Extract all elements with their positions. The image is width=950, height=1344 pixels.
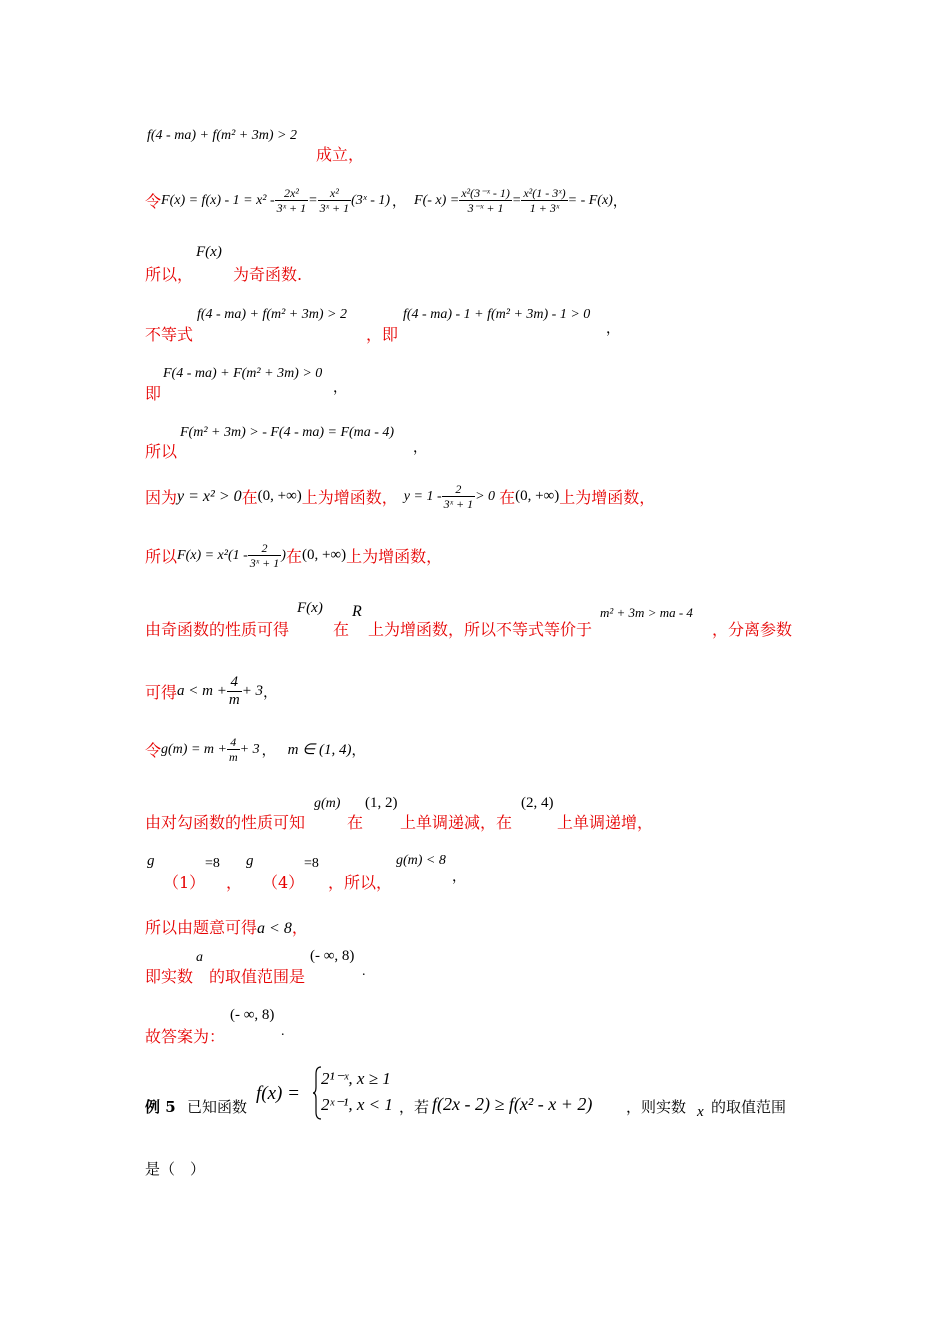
math: y = x² > 0 [177, 487, 242, 505]
math: a < m + [177, 683, 227, 699]
math: = - F(x) [567, 192, 613, 208]
math: f(x) = [256, 1083, 300, 1104]
text: 所以 [145, 547, 178, 566]
text: ，分离参数 [712, 620, 793, 639]
math: a [196, 950, 203, 965]
text: （1） [163, 873, 206, 892]
fraction: $\frac{2}{\text{3ˣ + 1}}$ [249, 541, 280, 570]
punct: ， [606, 322, 620, 337]
math: + 3 [239, 741, 260, 757]
math: > 0 [475, 488, 496, 504]
text: ， [226, 873, 243, 892]
math: F(x) [196, 244, 222, 260]
math-inequality: f(4 - ma) + f(m² + 3m) > 2 [147, 128, 297, 143]
math: g(m) = m + [161, 741, 227, 757]
text: 可得 [145, 683, 178, 702]
text: 因为 [145, 488, 178, 507]
math: a < 8 [257, 920, 292, 937]
math: x [697, 1104, 704, 1120]
punct: ， [413, 441, 427, 456]
interval: (1, 2) [365, 795, 398, 811]
fraction: $\frac{\text{x²(3⁻ˣ - 1)}}{\text{3⁻ˣ + 1}}$ [461, 186, 510, 215]
math: m ∈ (1, 4) [287, 742, 352, 758]
math: ) [281, 547, 286, 563]
punct: . [362, 964, 366, 979]
math: F(x) = x²(1 - [177, 547, 248, 563]
example-label: 例 5 [145, 1098, 176, 1116]
math: g(m) [314, 796, 341, 811]
text: 在 [241, 488, 258, 507]
text: 所以 [145, 442, 178, 461]
piecewise-case: 2¹⁻ˣ, x ≥ 1 [321, 1069, 391, 1088]
text: 上为增函数，所以不等式等价于 [368, 620, 593, 639]
monotonic-line [145, 482, 655, 511]
math: F(x) [297, 600, 323, 616]
text: ，则实数 [626, 1098, 687, 1116]
punct: ， [612, 194, 627, 210]
math: =8 [304, 856, 319, 871]
math: F(x) = f(x) - 1 = x² - [161, 192, 275, 208]
fraction: $\frac{\text{x²}}{\text{3ˣ + 1}}$ [319, 186, 350, 215]
fraction: $\frac{4}{m}$ [228, 735, 238, 764]
math: F(m² + 3m) > - F(4 - ma) = F(ma - 4) [180, 425, 395, 440]
punct: ， [261, 743, 276, 759]
punct: ， [452, 870, 466, 885]
punct: ， [333, 381, 347, 396]
math: (3ˣ - 1) [351, 192, 391, 208]
math: F(4 - ma) + F(m² + 3m) > 0 [163, 366, 323, 381]
text: 上为增函数， [559, 488, 656, 507]
text: 在 [499, 488, 516, 507]
text: 成立， [316, 145, 365, 164]
math: m² + 3m > ma - 4 [600, 605, 693, 620]
text: 所以， [145, 265, 194, 284]
math: = [511, 192, 522, 208]
interval: (0, +∞) [515, 488, 560, 504]
math: + 3 [241, 683, 264, 699]
text: 所以由题意可得 [145, 918, 258, 937]
math: g [246, 853, 254, 869]
text: ，所以， [328, 873, 393, 892]
math: = [308, 192, 318, 208]
text: 上单调递增， [557, 813, 654, 832]
conclusion-line [145, 915, 308, 938]
text: 上为增函数， [346, 547, 443, 566]
fraction: $\frac{\text{x²(1 - 3ˣ)}}{\text{1 + 3ˣ}}$ [523, 186, 566, 215]
math: g(m) < 8 [396, 853, 446, 868]
punct: . [281, 1024, 285, 1039]
text: 令 [145, 741, 162, 760]
text: 已知函数 [187, 1098, 248, 1116]
fraction: $\frac{2}{\text{3ˣ + 1}}$ [443, 482, 474, 511]
separate-param-line [145, 674, 277, 709]
text: ，即 [366, 325, 399, 344]
punct: ， [392, 194, 407, 210]
text: 故答案为： [145, 1027, 226, 1046]
text: 的取值范围 [711, 1098, 787, 1116]
text: 是（ ） [145, 1160, 206, 1178]
punct: ， [263, 685, 278, 701]
text: 即实数 [145, 967, 194, 986]
text: ，若 [399, 1098, 430, 1116]
text: ， [291, 918, 308, 937]
math: F(- x) = [414, 192, 460, 208]
text: 由对勾函数的性质可知 [145, 813, 306, 832]
text: 在 [285, 547, 302, 566]
interval: (- ∞, 8) [310, 948, 355, 964]
text: 由奇函数的性质可得 [145, 620, 290, 639]
text: 不等式 [145, 325, 194, 344]
g-definition-line [145, 735, 365, 764]
interval: (2, 4) [521, 795, 554, 811]
math: g [147, 853, 155, 869]
fraction: $\frac{\text{2x²}}{\text{3ˣ + 1}}$ [276, 186, 307, 215]
text: （4） [262, 873, 305, 892]
interval: (0, +∞) [301, 547, 347, 563]
interval: (- ∞, 8) [230, 1007, 275, 1023]
interval: (0, +∞) [257, 488, 302, 504]
math: f(4 - ma) + f(m² + 3m) > 2 [197, 307, 347, 322]
math: =8 [205, 856, 220, 871]
text: 上为增函数， [301, 488, 398, 507]
fraction: $\frac{4}{m}$ [228, 674, 240, 708]
math: f(2x - 2) ≥ f(x² - x + 2) [432, 1094, 593, 1114]
text: 的取值范围是 [209, 967, 306, 986]
text: 在 [347, 813, 364, 832]
text: 在 [333, 620, 350, 639]
text: 即 [145, 384, 162, 403]
text: 上单调递减，在 [400, 813, 513, 832]
math: f(4 - ma) - 1 + f(m² + 3m) - 1 > 0 [403, 307, 591, 322]
math: y = 1 - [403, 488, 442, 504]
text: 令 [145, 192, 162, 211]
math: R [352, 603, 362, 620]
text: 为奇函数. [233, 265, 303, 284]
piecewise-case: 2ˣ⁻¹, x < 1 [321, 1095, 393, 1114]
function-line [145, 541, 442, 570]
punct: ， [351, 743, 366, 759]
definition-line [145, 186, 627, 215]
